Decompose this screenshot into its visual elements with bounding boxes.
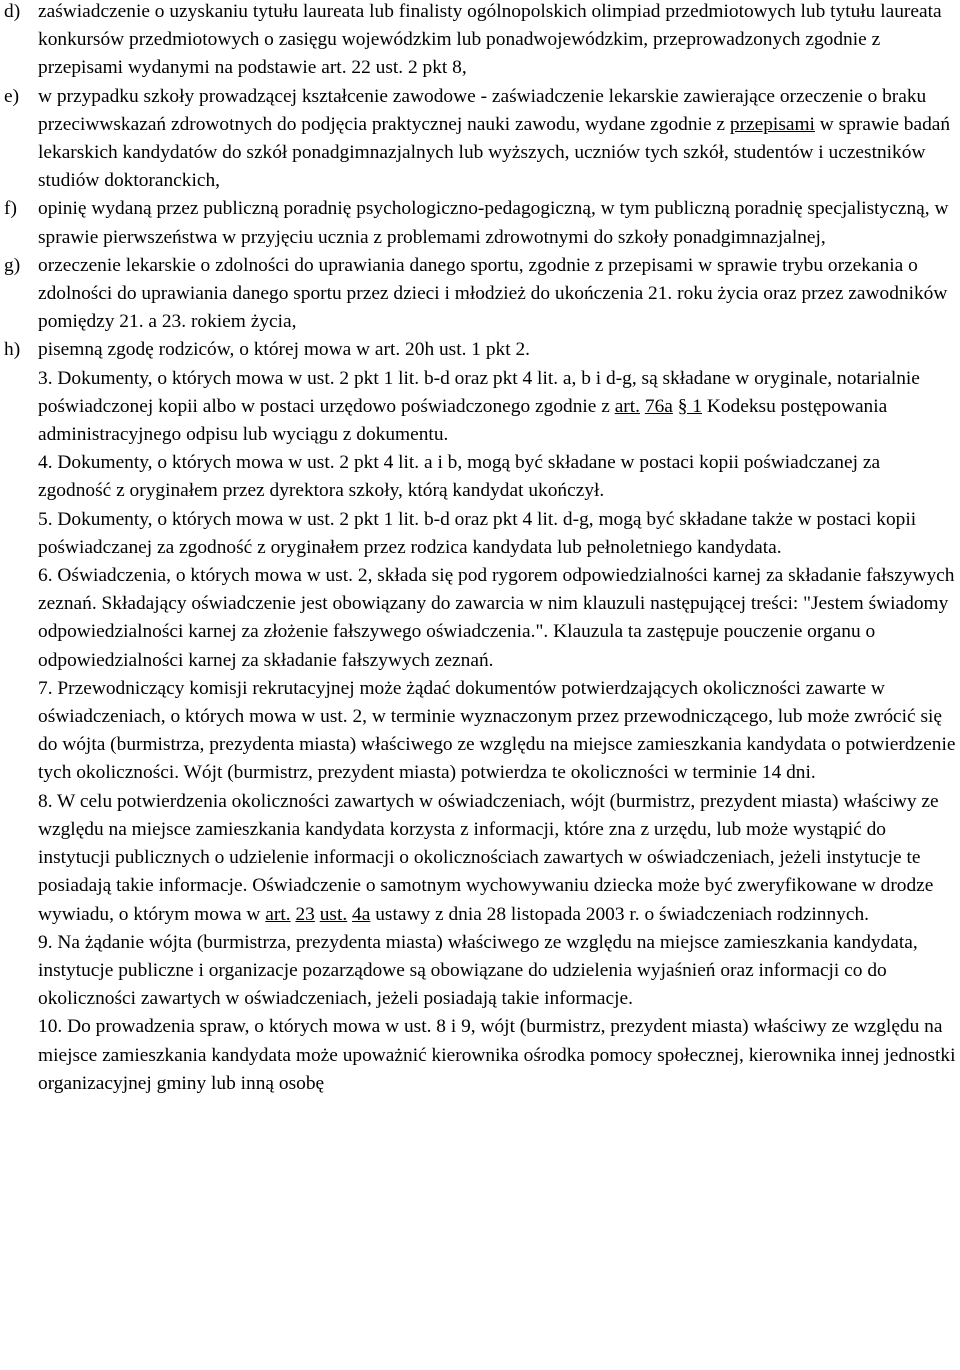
legal-reference-link[interactable]: § 1: [677, 395, 702, 417]
list-item-d: [0, 0, 960, 83]
list-item-f: [0, 195, 960, 251]
item-label: f): [4, 198, 17, 220]
paragraph-5: 5. Dokumenty, o których mowa w ust. 2 pkt 1 lit. b-d oraz pkt 4 lit. d-g, mogą być składane także w postaci kopii poświadczanej za zgodność z oryginałem przez rodzica kandydata lub pełnoletniego kandydata.: [38, 508, 917, 558]
paragraph-9: 9. Na żądanie wójta (burmistrza, prezydenta miasta) właściwego ze względu na miejsce zamieszkania kandydata, instytucje publiczne i organizacje pozarządowe są obowiązane do udzielenia wyjaśnień oraz informacji co do okoliczności zawartych w oświadczeniach, jeżeli posiadają takie informacje.: [38, 931, 918, 1010]
legal-reference-link[interactable]: przepisami: [729, 113, 815, 135]
legal-reference-link[interactable]: ust.: [319, 903, 348, 925]
text-segment: w przypadku szkoły prowadzącej kształcenie zawodowe - zaświadczenie lekarskie zawierające orzeczenie o braku przeciwwskazań zdrowotnych do podjęcia praktycznej nauki zawodu, wydane zgodnie z: [38, 85, 927, 135]
paragraph-8: [38, 788, 960, 929]
paragraph-4: 4. Dokumenty, o których mowa w ust. 2 pkt 4 lit. a i b, mogą być składane w postaci kopii poświadczanej za zgodność z oryginałem przez dyrektora szkoły, którą kandydat ukończył.: [38, 452, 881, 502]
text-segment: 8. W celu potwierdzenia okoliczności zawartych w oświadczeniach, wójt (burmistrz, prezydent miasta) właściwy ze względu na miejsce zamieszkania kandydata korzysta z informacji, które zna z urzędu, lub może wystąpić do instytucji publicznych o udzielenie informacji o okolicznościach zawartych w oświadczeniach, jeżeli instytucje te posiadają takie informacje. Oświadczenie o samotnym wychowywaniu dziecka może być zweryfikowane w drodze wywiadu, o którym mowa w: [38, 790, 939, 925]
paragraph-3: [38, 365, 960, 450]
item-text: pisemną zgodę rodziców, o której mowa w art. 20h ust. 1 pkt 2.: [38, 339, 531, 361]
item-label: g): [4, 254, 21, 276]
text-segment: w sprawie badań lekarskich kandydatów do szkół ponadgimnazjalnych lub wyższych, uczniów tych szkół, studentów i uczestników studiów doktoranckich,: [38, 113, 951, 192]
item-label: d): [4, 1, 21, 22]
list-item-h: [0, 336, 960, 364]
text-segment: Kodeksu postępowania administracyjnego odpisu lub wyciągu z dokumentu.: [38, 395, 888, 446]
legal-reference-link[interactable]: art.: [614, 395, 641, 417]
legal-reference-link[interactable]: 23: [295, 903, 315, 925]
list-item-g: [0, 252, 960, 337]
item-label: h): [4, 339, 21, 361]
text-segment: ustawy z dnia 28 listopada 2003 r. o świadczeniach rodzinnych.: [370, 903, 869, 925]
legal-reference-link[interactable]: 4a: [352, 903, 371, 925]
text-segment: 3. Dokumenty, o których mowa w ust. 2 pkt 1 lit. b-d oraz pkt 4 lit. a, b i d-g, są składane w oryginale, notarialnie poświadczonej kopii albo w postaci urzędowo poświadczonego zgodnie z: [38, 367, 920, 417]
paragraph-10: 10. Do prowadzenia spraw, o których mowa w ust. 8 i 9, wójt (burmistrz, prezydent miasta) właściwy ze względu na miejsce zamieszkania kandydata może upoważnić kierownika ośrodka pomocy społecznej, kierownika innej jednostki organizacyjnej gminy lub inną osobę: [38, 1016, 956, 1094]
legal-reference-link[interactable]: art.: [265, 903, 291, 925]
item-text: zaświadczenie o uzyskaniu tytułu laureata lub finalisty ogólnopolskich olimpiad przedmiotowych lub tytułu laureata konkursów przedmiotowych o zasięgu wojewódzkim lub ponadwojewódzkim, przeprowadzonych zgodnie z przepisami wydanymi na podstawie art. 22 ust. 2 pkt 8,: [38, 1, 942, 79]
item-text: opinię wydaną przez publiczną poradnię psychologiczno-pedagogiczną, w tym publiczną poradnię specjalistyczną, w sprawie pierwszeństwa w przyjęciu ucznia z problemami zdrowotnymi do szkoły ponadgimnazjalnej,: [38, 198, 949, 248]
item-text: [38, 83, 960, 196]
item-label: e): [4, 85, 20, 107]
paragraph-7: 7. Przewodniczący komisji rekrutacyjnej może żądać dokumentów potwierdzających okoliczności zawarte w oświadczeniach, o których mowa w ust. 2, w terminie wyznaczonym przez przewodniczącego, lub może zwrócić się do wójta (burmistrza, prezydenta miasta) właściwego ze względu na miejsce zamieszkania kandydata o potwierdzenie tych okoliczności. Wójt (burmistrz, prezydent miasta) potwierdza te okoliczności w terminie 14 dni.: [38, 677, 956, 784]
paragraph-6: 6. Oświadczenia, o których mowa w ust. 2, składa się pod rygorem odpowiedzialności karnej za składanie fałszywych zeznań. Składający oświadczenie jest obowiązany do zawarcia w nim klauzuli następującej treści: "Jestem świadomy odpowiedzialności karnej za złożenie fałszywego oświadczenia.". Klauzula ta zastępuje pouczenie organu o odpowiedzialności karnej za składanie fałszywych zeznań.: [38, 565, 955, 671]
legal-reference-link[interactable]: 76a: [644, 395, 673, 417]
item-text: orzeczenie lekarskie o zdolności do uprawiania danego sportu, zgodnie z przepisami w sprawie trybu orzekania o zdolności do uprawiania danego sportu przez dzieci i młodzież do ukończenia 21. roku życia oraz przez zawodników pomiędzy 21. a 23. rokiem życia,: [38, 254, 948, 333]
list-item-e: [0, 83, 960, 196]
